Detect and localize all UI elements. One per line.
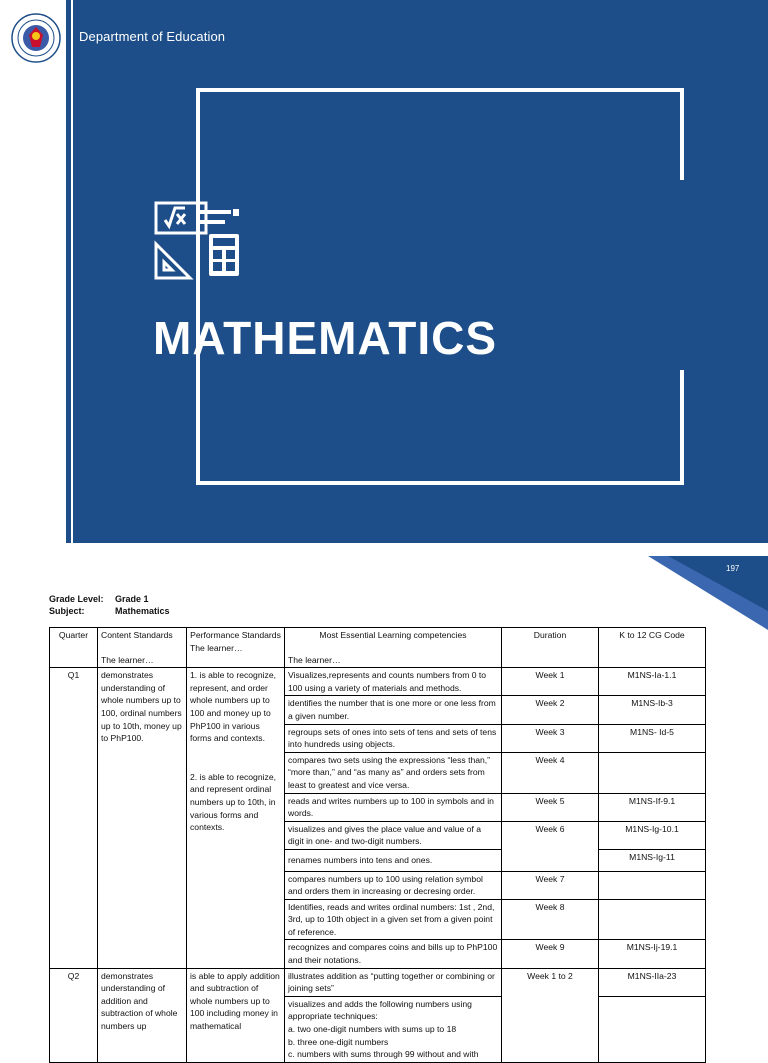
subject-title: MATHEMATICS [153,312,498,364]
melc-cell: illustrates addition as “putting together or combining or joining sets” [285,968,502,996]
cg-code-cell: M1NS-If-9.1 [599,793,706,821]
melc-cell: renames numbers into tens and ones. [285,849,502,871]
performance-standard-1: 1. is able to recognize, represent, and order whole numbers up to 100 and money up to PhP100 in various forms and contexts. [190,670,276,744]
cg-code-cell: M1NS-Ig-11 [599,849,706,871]
grade-level-label: Grade Level: [49,594,104,604]
math-calculator-icon [153,200,245,282]
duration-cell: Week 5 [502,793,599,821]
melc-intro: visualizes and adds the following numbers using appropriate techniques: [288,998,472,1022]
melc-cell: Visualizes,represents and counts numbers from 0 to 100 using a variety of materials and methods. [285,668,502,696]
duration-cell: Week 9 [502,940,599,968]
duration-cell: Week 2 [502,696,599,724]
melc-item-a: a. two one-digit numbers with sums up to 18 [288,1024,457,1035]
melc-cell: reads and writes numbers up to 100 in symbols and in words. [285,793,502,821]
quarter-cell: Q2 [50,968,98,1062]
cg-code-cell: M1NS-Ib-3 [599,696,706,724]
cg-code-cell: M1NS-IIa-23 [599,968,706,996]
subject-value: Mathematics [115,606,170,616]
performance-standard-cell [187,668,285,968]
duration-cell: Week 6 [502,821,599,871]
header-learner: The learner… [190,642,243,653]
cg-code-cell [599,899,706,940]
cover-left-margin [0,0,66,543]
melc-cell: visualizes and gives the place value and value of a digit in one- and two-digit numbers. [285,821,502,849]
cover-frame [196,88,684,485]
melc-cell: identifies the number that is one more or one less from a given number. [285,696,502,724]
quarter-cell: Q1 [50,668,98,968]
table-header-row [50,628,706,668]
content-standard-cell: demonstrates understanding of whole numbers up to 100, ordinal numbers up to 10th, money up to PhP100. [98,668,187,968]
cg-code-cell [599,871,706,899]
duration-cell: Week 4 [502,752,599,793]
cg-code-cell [599,996,706,1062]
performance-standard-2: 2. is able to recognize, and represent ordinal numbers up to 10th, in various forms and contexts. [190,771,276,833]
melc-cell: recognizes and compares coins and bills up to PhP100 and their notations. [285,940,502,968]
header-quarter: Quarter [50,628,98,668]
page-number: 197 [726,564,740,573]
melc-cell: Identifies, reads and writes ordinal numbers: 1st , 2nd, 3rd, up to 10th object in a given set from a given point of reference. [285,899,502,940]
department-name: Department of Education [79,29,226,44]
melc-cell: compares two sets using the expressions “less than,” “more than,” and “as many as” and orders sets from least to greatest and vice versa. [285,752,502,793]
melc-cell: compares numbers up to 100 using relation symbol and orders them in increasing or decresing order. [285,871,502,899]
duration-cell: Week 1 [502,668,599,696]
duration-cell: Week 8 [502,899,599,940]
header-learner: The learner… [101,654,154,665]
grade-level-row [49,594,149,604]
cover-frame-gap [630,180,690,370]
duration-cell: Week 7 [502,871,599,899]
table-row [50,968,706,996]
duration-cell: Week 1 to 2 [502,968,599,1062]
cg-code-cell: M1NS-Ig-10.1 [599,821,706,849]
header-cg-code: K to 12 CG Code [599,628,706,668]
melc-item-c: c. numbers with sums through 99 without and with [288,1049,479,1060]
table-row [50,668,706,696]
cg-code-cell: M1NS-Ij-19.1 [599,940,706,968]
deped-seal-icon [11,13,61,63]
subject-row [49,606,170,616]
subject-label: Subject: [49,606,85,616]
duration-cell: Week 3 [502,724,599,752]
grade-level-value: Grade 1 [115,594,149,604]
performance-standard-cell: is able to apply addition and subtraction of whole numbers up to 100 including money in mathematical [187,968,285,1062]
melc-item-b: b. three one-digit numbers [288,1036,389,1047]
melc-cell [285,996,502,1062]
melc-table [49,627,706,1063]
cg-code-cell: M1NS- Id-5 [599,724,706,752]
header-duration: Duration [502,628,599,668]
melc-cell: regroups sets of ones into sets of tens and sets of tens into hundreds using objects. [285,724,502,752]
header-learner: The learner… [288,654,341,665]
content-standard-cell: demonstrates understanding of addition and subtraction of whole numbers up [98,968,187,1062]
header-melc: Most Essential Learning competencies The learner… [285,628,502,668]
header-performance-standards: Performance Standards The learner… [187,628,285,668]
cg-code-cell: M1NS-Ia-1.1 [599,668,706,696]
cg-code-cell [599,752,706,793]
cover-divider-thin [71,0,73,543]
page-number-ribbon [648,556,768,630]
header-content-standards: Content Standards The learner… [98,628,187,668]
